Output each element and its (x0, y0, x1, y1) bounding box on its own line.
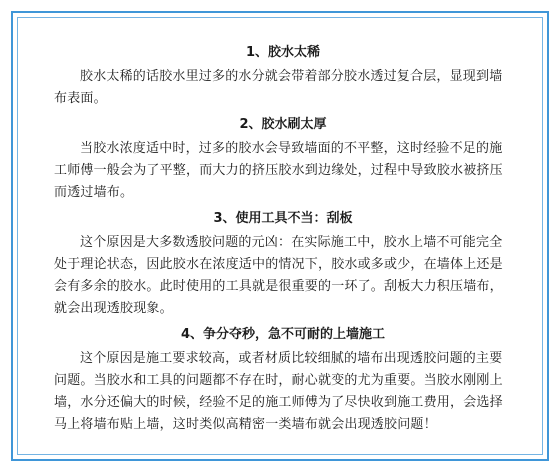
document-content (17, 17, 543, 455)
section-1-body: 胶水太稀的话胶水里过多的水分就会带着部分胶水透过复合层，显现到墙布表面。 (54, 69, 503, 106)
section-1 (54, 44, 512, 110)
section-1-title: 1、胶水太稀 (245, 45, 321, 60)
section-2-body: 当胶水浓度适中时，过多的胶水会导致墙面的不平整，这时经验不足的施工师傅一般会为了平整，而大力的挤压胶水到边缘处，过程中导致胶水被挤压而透过墙布。 (54, 141, 503, 200)
section-3-body: 这个原因是大多数透胶问题的元凶：在实际施工中，胶水上墙不可能完全处于理论状态，因此胶水在浓度适中的情况下，胶水或多或少，在墙体上还是会有多余的胶水。此时使用的工具就是很重要的一环了。刮板大力积压墙布，就会出现透胶现象。 (54, 235, 503, 316)
section-4-body: 这个原因是施工要求较高，或者材质比较细腻的墙布出现透胶问题的主要问题。当胶水和工具的问题都不存在时，耐心就变的尤为重要。当胶水刚刚上墙，水分还偏大的时候，经验不足的施工师傅为了尽快收到施工费用，会选择马上将墙布贴上墙，这时类似高精密一类墙布就会出现透胶问题！ (54, 351, 503, 432)
document-frame (11, 11, 549, 461)
section-2 (54, 116, 512, 204)
section-3-title: 3、使用工具不当：刮板 (213, 211, 353, 226)
section-2-title: 2、胶水刷太厚 (239, 117, 327, 132)
section-4-title: 4、争分夺秒，急不可耐的上墙施工 (180, 327, 386, 342)
section-4 (54, 326, 512, 436)
section-3 (54, 210, 512, 320)
